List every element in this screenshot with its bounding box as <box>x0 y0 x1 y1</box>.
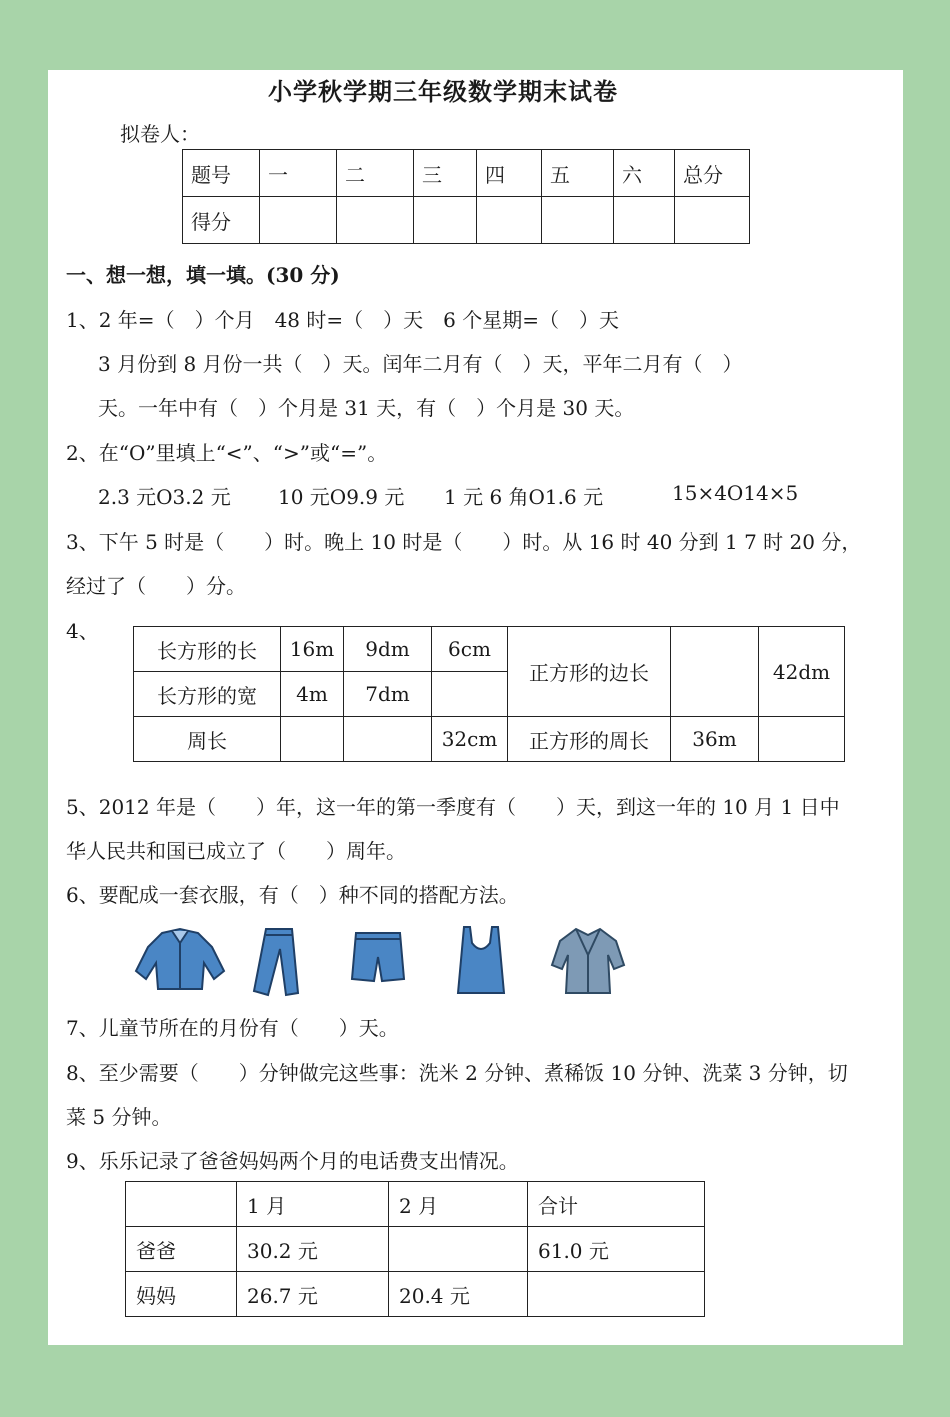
table-cell: 爸爸 <box>126 1227 237 1272</box>
table-row <box>126 1272 705 1317</box>
table-row <box>183 197 750 244</box>
question-5-line-2: 华人民共和国已成立了（ ）周年。 <box>66 839 406 863</box>
table-cell: 9dm <box>344 627 432 672</box>
question-2-item: 10 元O9.9 元 <box>278 485 405 509</box>
answer-cell[interactable] <box>759 717 845 762</box>
table-row <box>183 150 750 197</box>
table-cell: 四 <box>477 150 542 197</box>
table-cell: 六 <box>614 150 675 197</box>
question-9-table <box>125 1181 705 1317</box>
question-3-line-1: 3、下午 5 时是（ ）时。晚上 10 时是（ ）时。从 16 时 40 分到 1 7 时 20 分， <box>66 530 862 554</box>
table-cell: 61.0 元 <box>528 1227 705 1272</box>
table-cell: 16m <box>281 627 344 672</box>
table-cell: 周长 <box>134 717 281 762</box>
page-title: 小学秋学期三年级数学期末试卷 <box>268 77 618 106</box>
score-cell[interactable] <box>675 197 750 244</box>
score-cell[interactable] <box>260 197 337 244</box>
question-4-label: 4、 <box>66 619 99 643</box>
table-cell: 7dm <box>344 672 432 717</box>
table-cell: 26.7 元 <box>237 1272 389 1317</box>
answer-cell[interactable] <box>528 1272 705 1317</box>
trousers-icon <box>248 925 304 997</box>
question-5-line-1: 5、2012 年是（ ）年，这一年的第一季度有（ ）天，到这一年的 10 月 1 日中 <box>66 795 840 819</box>
question-1-line-2: 3 月份到 8 月份一共（ ）天。闰年二月有（ ）天，平年二月有（ ） <box>98 352 743 376</box>
table-cell: 五 <box>542 150 614 197</box>
answer-cell[interactable] <box>281 717 344 762</box>
table-row <box>126 1227 705 1272</box>
score-cell[interactable] <box>614 197 675 244</box>
question-4-table <box>133 626 845 762</box>
table-cell: 32cm <box>432 717 508 762</box>
question-8-line-1: 8、至少需要（ ）分钟做完这些事：洗米 2 分钟、煮稀饭 10 分钟、洗菜 3 分钟，切 <box>66 1061 848 1085</box>
vest-icon <box>456 925 506 995</box>
answer-cell[interactable] <box>344 717 432 762</box>
table-cell: 三 <box>414 150 477 197</box>
table-cell: 30.2 元 <box>237 1227 389 1272</box>
table-cell: 正方形的周长 <box>508 717 671 762</box>
score-cell[interactable] <box>414 197 477 244</box>
table-cell: 正方形的边长 <box>508 627 671 717</box>
table-row <box>126 1182 705 1227</box>
table-cell: 2 月 <box>389 1182 528 1227</box>
answer-cell[interactable] <box>389 1227 528 1272</box>
question-2-item: 2.3 元O3.2 元 <box>98 485 231 509</box>
table-row <box>134 717 845 762</box>
exam-page <box>48 70 903 1345</box>
answer-cell[interactable] <box>671 627 759 717</box>
table-cell: 20.4 元 <box>389 1272 528 1317</box>
table-cell: 合计 <box>528 1182 705 1227</box>
answer-cell[interactable] <box>432 672 508 717</box>
table-cell: 题号 <box>183 150 260 197</box>
coat-icon <box>550 925 626 997</box>
jacket-icon <box>132 925 228 995</box>
question-1-line-1: 1、2 年=（ ）个月 48 时=（ ）天 6 个星期=（ ）天 <box>66 308 619 332</box>
table-cell: 一 <box>260 150 337 197</box>
question-1-line-3: 天。一年中有（ ）个月是 31 天，有（ ）个月是 30 天。 <box>98 396 635 420</box>
score-cell[interactable] <box>337 197 414 244</box>
question-7-line-1: 7、儿童节所在的月份有（ ）天。 <box>66 1016 399 1040</box>
question-9-line-1: 9、乐乐记录了爸爸妈妈两个月的电话费支出情况。 <box>66 1149 519 1173</box>
table-cell: 妈妈 <box>126 1272 237 1317</box>
table-cell: 长方形的长 <box>134 627 281 672</box>
table-cell: 36m <box>671 717 759 762</box>
section-heading: 一、想一想，填一填。(30 分) <box>66 263 340 287</box>
score-cell[interactable] <box>542 197 614 244</box>
question-6-line-1: 6、要配成一套衣服，有（ ）种不同的搭配方法。 <box>66 883 519 907</box>
question-2-item: 1 元 6 角O1.6 元 <box>444 485 604 509</box>
question-2-line-1: 2、在“O”里填上“<”、“>”或“=”。 <box>66 441 388 465</box>
table-row <box>134 627 845 672</box>
question-8-line-2: 菜 5 分钟。 <box>66 1105 172 1129</box>
table-cell: 1 月 <box>237 1182 389 1227</box>
table-cell: 42dm <box>759 627 845 717</box>
author-label: 拟卷人： <box>120 122 200 146</box>
table-cell: 得分 <box>183 197 260 244</box>
score-table <box>182 149 750 244</box>
question-3-line-2: 经过了（ ）分。 <box>66 574 246 598</box>
table-cell: 长方形的宽 <box>134 672 281 717</box>
table-cell: 4m <box>281 672 344 717</box>
table-cell: 二 <box>337 150 414 197</box>
table-cell: 总分 <box>675 150 750 197</box>
table-cell <box>126 1182 237 1227</box>
shorts-icon <box>350 925 406 985</box>
table-cell: 6cm <box>432 627 508 672</box>
score-cell[interactable] <box>477 197 542 244</box>
question-2-item: 15×4O14×5 <box>672 481 799 505</box>
